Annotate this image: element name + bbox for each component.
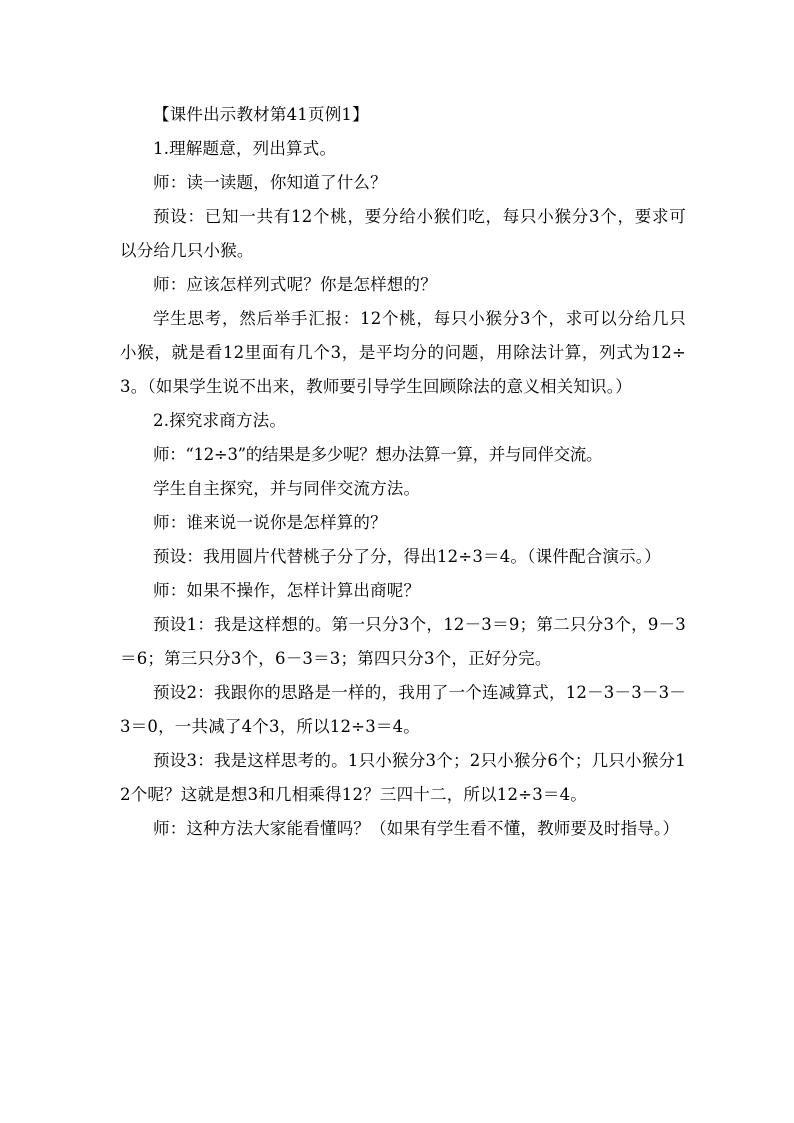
step-2-heading: 2.探究求商方法。 — [153, 411, 287, 430]
preset-2-line: 预设2：我跟你的思路是一样的，我用了一个连减算式，12－3－3－3－3＝0，一共减了4个3，所以12÷3＝4。 — [120, 683, 686, 736]
step-1-heading: 1.理解题意，列出算式。 — [153, 139, 337, 158]
teacher-line: 师：“12÷3”的结果是多少呢？想办法算一算，并与同伴交流。 — [153, 445, 603, 464]
preset-1-line: 预设1：我是这样想的。第一只分3个，12－3＝9；第二只分3个，9－3＝6；第三只分3个，6－3＝3；第四只分3个，正好分完。 — [120, 615, 686, 668]
preset-line: 预设：已知一共有12个桃，要分给小猴们吃，每只小猴分3个，要求可以分给几只小猴。 — [120, 207, 686, 260]
student-activity: 学生自主探究，并与同伴交流方法。 — [153, 479, 421, 498]
teacher-line: 师：应该怎样列式呢？你是怎样想的？ — [153, 275, 437, 294]
preset-line: 预设：我用圆片代替桃子分了分，得出12÷3＝4。（课件配合演示。） — [153, 547, 661, 566]
teacher-line: 师：这种方法大家能看懂吗？（如果有学生看不懂，教师要及时指导。） — [153, 819, 680, 838]
preset-3-line: 预设3：我是这样思考的。1只小猴分3个；2只小猴分6个；几只小猴分12个呢？这就是想3和几相乘得12？三四十二，所以12÷3＝4。 — [120, 751, 686, 804]
document-page — [120, 98, 686, 846]
student-report: 学生思考，然后举手汇报：12个桃，每只小猴分3个，求可以分给几只小猴，就是看12里面有几个3，是平均分的问题，用除法计算，列式为12÷3。（如果学生说不出来，教师要引导学生回顾除法的意义相关知识。） — [120, 309, 686, 396]
teacher-line: 师：谁来说一说你是怎样算的？ — [153, 513, 387, 532]
courseware-heading: 【课件出示教材第41页例1】 — [153, 105, 369, 124]
teacher-line: 师：读一读题，你知道了什么？ — [153, 173, 387, 192]
teacher-line: 师：如果不操作，怎样计算出商呢？ — [153, 581, 421, 600]
